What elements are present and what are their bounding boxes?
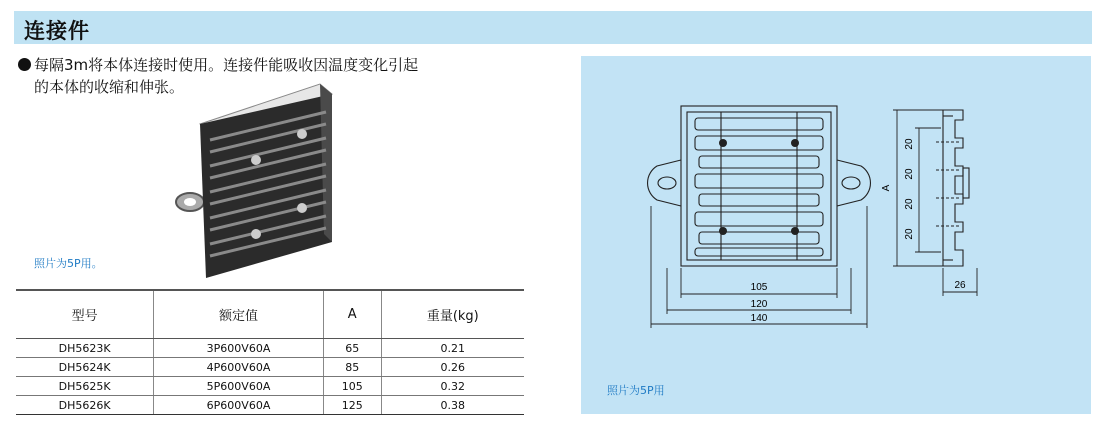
bolt-icon bbox=[251, 229, 261, 239]
cell-model: DH5626K bbox=[16, 396, 154, 415]
cell-a: 125 bbox=[323, 396, 381, 415]
cell-a: 105 bbox=[323, 377, 381, 396]
dim-20-c: 20 bbox=[904, 198, 915, 210]
dim-105: 105 bbox=[750, 282, 768, 293]
connector-photo bbox=[170, 82, 350, 278]
cell-rating: 5P600V60A bbox=[154, 377, 324, 396]
header-a: A bbox=[323, 290, 381, 339]
section-title: 连接件 bbox=[24, 19, 90, 43]
cell-rating: 4P600V60A bbox=[154, 358, 324, 377]
bolt-icon bbox=[297, 129, 307, 139]
cell-rating: 6P600V60A bbox=[154, 396, 324, 415]
spec-table bbox=[16, 289, 524, 415]
cell-weight: 0.38 bbox=[381, 396, 524, 415]
section-header-bar bbox=[14, 11, 1092, 44]
bracket-hole bbox=[184, 198, 196, 206]
table-row bbox=[16, 358, 524, 377]
dim-120: 120 bbox=[750, 299, 768, 310]
cell-weight: 0.26 bbox=[381, 358, 524, 377]
dim-20-a: 20 bbox=[904, 138, 915, 150]
cell-rating: 3P600V60A bbox=[154, 339, 324, 358]
header-weight: 重量(kg) bbox=[381, 290, 524, 339]
slot-group bbox=[695, 118, 823, 256]
table-row bbox=[16, 396, 524, 415]
bolt-icon bbox=[251, 155, 261, 165]
bullet-icon bbox=[18, 58, 31, 71]
cell-weight: 0.21 bbox=[381, 339, 524, 358]
cell-model: DH5625K bbox=[16, 377, 154, 396]
dim-140: 140 bbox=[750, 313, 768, 324]
dim-A: A bbox=[881, 184, 892, 192]
photo-caption: 照片为5P用。 bbox=[34, 257, 103, 270]
technical-drawing-panel bbox=[581, 56, 1091, 414]
cell-weight: 0.32 bbox=[381, 377, 524, 396]
front-view-inner bbox=[687, 112, 831, 260]
table-row bbox=[16, 339, 524, 358]
dim-26: 26 bbox=[954, 280, 966, 291]
description-line-1: 每隔3m将本体连接时使用。连接件能吸收因温度变化引起 bbox=[34, 56, 419, 74]
drawing-caption: 照片为5P用 bbox=[607, 384, 665, 397]
cell-model: DH5623K bbox=[16, 339, 154, 358]
front-bolts bbox=[719, 139, 799, 235]
table-row bbox=[16, 377, 524, 396]
header-rating: 额定值 bbox=[154, 290, 324, 339]
left-lug-hole bbox=[658, 177, 676, 189]
cell-model: DH5624K bbox=[16, 358, 154, 377]
table-header-row bbox=[16, 290, 524, 339]
header-model: 型号 bbox=[16, 290, 154, 339]
bolt-icon bbox=[297, 203, 307, 213]
right-lug-hole bbox=[842, 177, 860, 189]
dim-20-b: 20 bbox=[904, 168, 915, 180]
cell-a: 65 bbox=[323, 339, 381, 358]
dim-20-d: 20 bbox=[904, 228, 915, 240]
cell-a: 85 bbox=[323, 358, 381, 377]
technical-drawing bbox=[581, 56, 1091, 414]
connector-body bbox=[200, 94, 332, 278]
description-line-2: 的本体的收缩和伸张。 bbox=[34, 78, 185, 96]
side-view bbox=[936, 110, 969, 266]
